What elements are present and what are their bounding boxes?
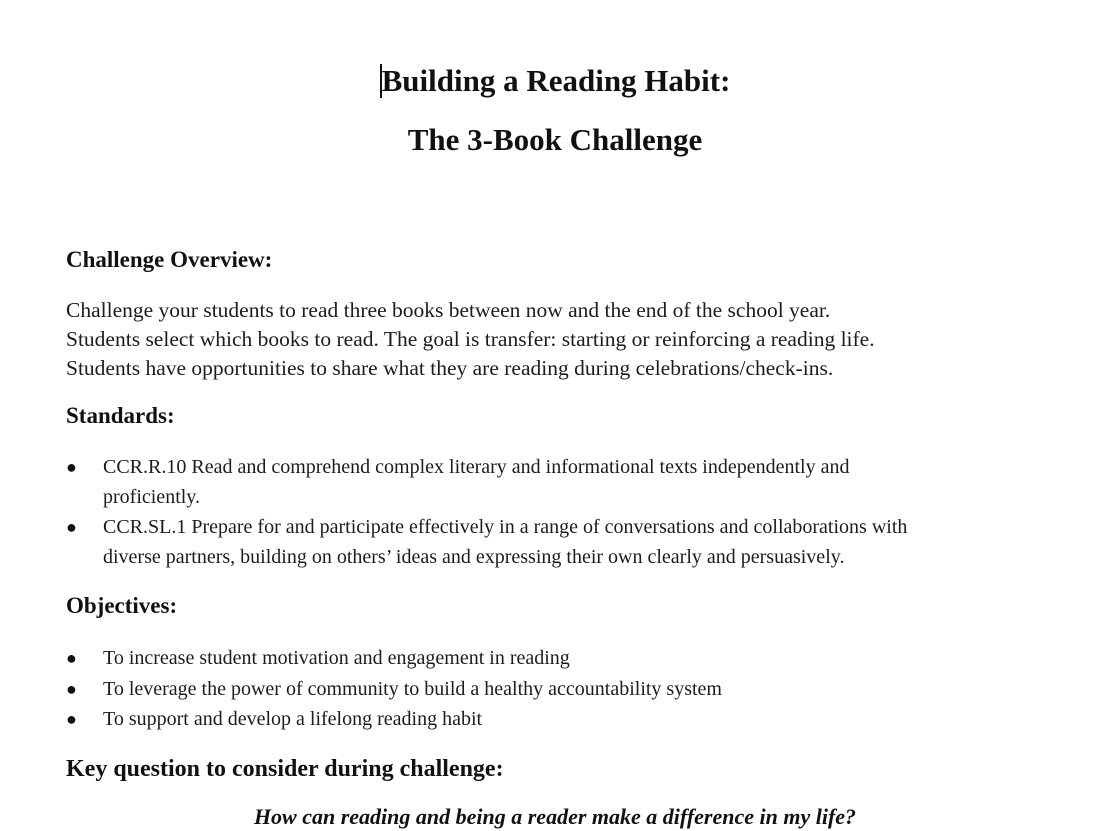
standards-list	[66, 453, 1066, 573]
standards-item	[66, 513, 1066, 572]
objectives-item	[66, 674, 1066, 705]
standards-item-text: diverse partners, building on others’ ideas and expressing their own clearly and persuasively.	[103, 545, 845, 568]
objectives-item-text: To support and develop a lifelong reading habit	[103, 708, 483, 730]
bullet-icon: ●	[66, 457, 77, 477]
standards-item-text: proficiently.	[103, 485, 201, 508]
key-question-heading: Key question to consider during challenge:	[66, 756, 504, 782]
standards-item-text: CCR.R.10 Read and comprehend complex literary and informational texts independently and	[103, 456, 850, 478]
standards-item	[66, 453, 1066, 512]
overview-paragraph	[66, 296, 1066, 383]
overview-heading: Challenge Overview:	[66, 247, 273, 272]
objectives-heading: Objectives:	[66, 593, 178, 618]
overview-line: Students have opportunities to share what they are reading during celebrations/check-ins.	[66, 356, 834, 380]
overview-line: Students select which books to read. The goal is transfer: starting or reinforcing a reading life.	[66, 327, 875, 351]
title-line-1: Building a Reading Habit:	[381, 63, 731, 98]
bullet-icon: ●	[66, 678, 77, 699]
objectives-item-text: To increase student motivation and engagement in reading	[103, 647, 570, 669]
objectives-item-text: To leverage the power of community to build a healthy accountability system	[103, 677, 722, 700]
overview-line: Challenge your students to read three books between now and the end of the school year.	[66, 298, 831, 322]
objectives-item	[66, 643, 1066, 674]
objectives-item	[66, 704, 1066, 735]
document-subtitle: The 3-Book Challenge	[407, 122, 703, 157]
bullet-icon: ●	[66, 517, 77, 537]
standards-heading: Standards:	[66, 403, 175, 428]
bullet-icon: ●	[66, 709, 77, 729]
key-question-text: How can reading and being a reader make a difference in my life?	[253, 804, 857, 829]
bullet-icon: ●	[66, 648, 77, 668]
objectives-list	[66, 643, 1066, 735]
standards-item-text: CCR.SL.1 Prepare for and participate effectively in a range of conversations and collaborations with	[103, 516, 908, 538]
document-title[interactable]	[0, 63, 1110, 99]
